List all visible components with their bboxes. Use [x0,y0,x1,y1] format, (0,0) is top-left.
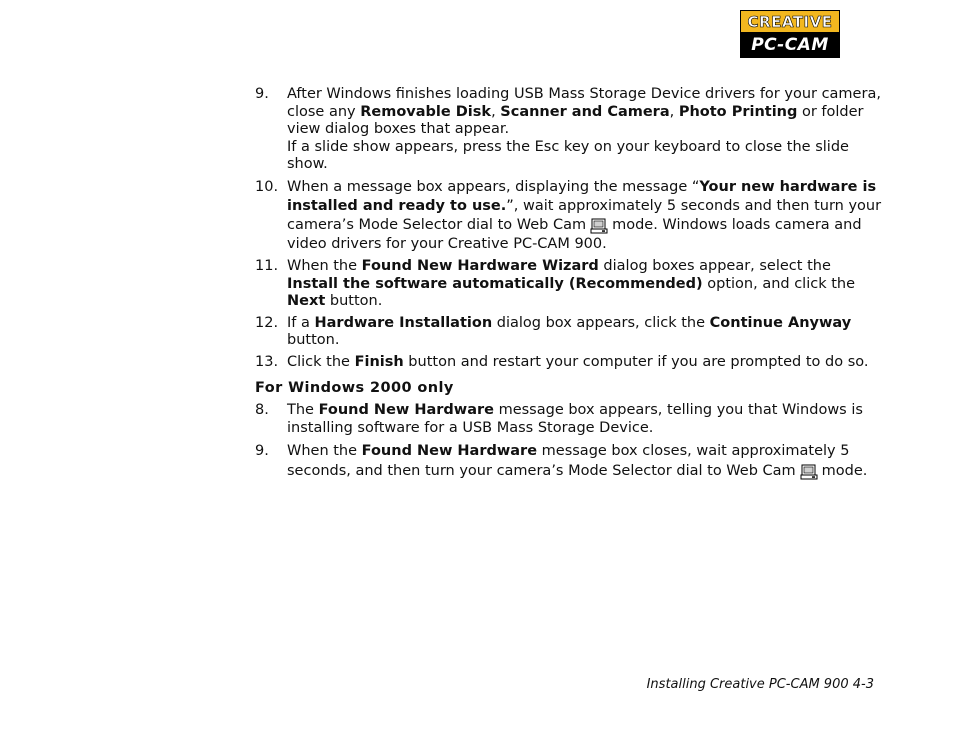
step-text: When the Found New Hardware Wizard dialog boxes appear, select the Install the software automatically (Recommended) option, and click the Next button. [287,257,856,310]
section-heading: For Windows 2000 only [255,379,454,396]
step-number: 12. [255,314,279,331]
logo-product: PC-CAM [741,33,839,57]
step-text: When a message box appears, displaying the message “Your new hardware is installed and ready to use.”, wait approximately 5 seconds and then turn your camera’s Mode Selector dial to Web Cam mode. Windows loads camera and video drivers for your Creative PC-CAM 900. [287,178,882,252]
list-item [255,402,885,437]
step-number: 11. [255,257,279,274]
document-body [255,86,885,485]
list-item [255,441,885,481]
step-text: If a Hardware Installation dialog box appears, click the Continue Anyway button. [287,314,852,349]
list-item [255,178,885,254]
webcam-mode-icon [590,218,608,234]
step-number: 13. [255,353,279,370]
step-text: The Found New Hardware message box appears, telling you that Windows is installing software for a USB Mass Storage Device. [287,402,863,436]
page-footer: Installing Creative PC-CAM 900 4-3 [646,677,874,692]
logo-brand: CREATIVE [741,11,839,33]
list-item [255,258,885,311]
step-text: After Windows finishes loading USB Mass Storage Device drivers for your camera, close any Removable Disk, Scanner and Camera, Photo Printing or folder view dialog boxes that appear. [287,86,881,138]
creative-pc-cam-logo [740,10,840,58]
step-number: 10. [255,178,279,195]
step-text: When the Found New Hardware message box closes, wait approximately 5 seconds, and then turn your camera’s Mode Selector dial to Web Cam mode. [287,443,868,480]
list-item [255,86,885,174]
step-number: 9. [255,86,269,102]
webcam-mode-icon [800,464,818,480]
step-text: Click the Finish button and restart your computer if you are prompted to do so. [287,353,869,370]
step-number: 9. [255,443,269,460]
list-item [255,315,885,350]
step-note: If a slide show appears, press the Esc key on your keyboard to close the slide show. [287,138,849,173]
list-item [255,354,885,372]
step-number: 8. [255,402,269,419]
